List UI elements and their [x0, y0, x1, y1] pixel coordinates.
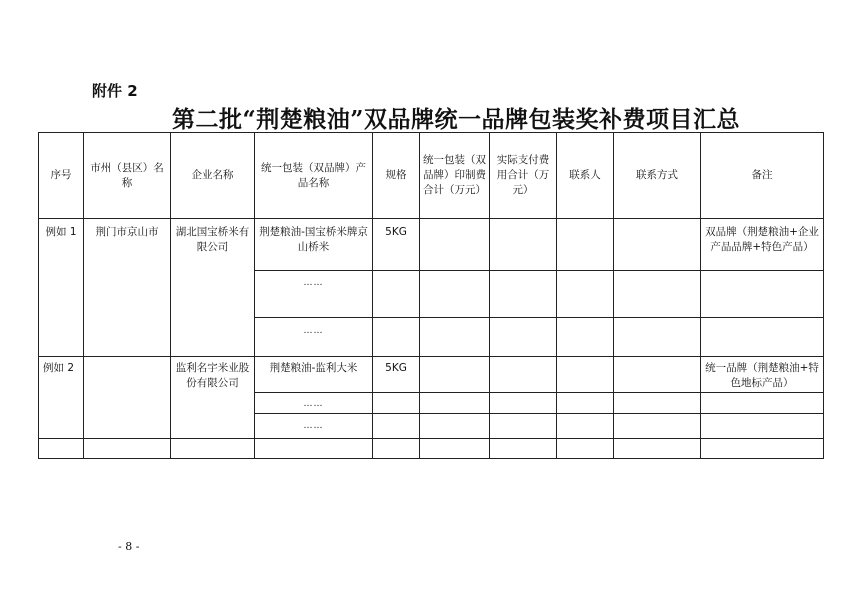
summary-table-container — [38, 132, 823, 459]
cell-empty — [490, 439, 557, 459]
cell-contact-info — [614, 414, 701, 439]
cell-actual-cost — [490, 393, 557, 414]
cell-spec: 5KG — [373, 357, 420, 393]
cell-company: 监利名宇米业股份有限公司 — [171, 357, 255, 439]
cell-contact — [557, 219, 614, 271]
cell-remark — [701, 271, 824, 318]
header-remark: 备注 — [701, 133, 824, 219]
cell-product: …… — [255, 393, 373, 414]
header-region: 市州（县区）名称 — [84, 133, 171, 219]
attachment-label: 附件 2 — [92, 82, 138, 100]
cell-seq: 例如 1 — [39, 219, 84, 357]
cell-empty — [255, 439, 373, 459]
cell-print-cost — [420, 357, 490, 393]
header-product: 统一包装（双品牌）产品名称 — [255, 133, 373, 219]
cell-seq: 例如 2 — [39, 357, 84, 439]
page-number: - 8 - — [118, 540, 140, 553]
header-print-cost: 统一包装（双品牌）印制费合计（万元） — [420, 133, 490, 219]
header-contact: 联系人 — [557, 133, 614, 219]
cell-remark: 统一品牌（荆楚粮油+特色地标产品） — [701, 357, 824, 393]
cell-contact — [557, 414, 614, 439]
cell-empty — [84, 439, 171, 459]
cell-region: 荆门市京山市 — [84, 219, 171, 357]
cell-remark — [701, 318, 824, 357]
cell-empty — [171, 439, 255, 459]
table-row — [39, 219, 824, 271]
cell-empty — [614, 439, 701, 459]
cell-contact — [557, 357, 614, 393]
cell-contact — [557, 318, 614, 357]
cell-company: 湖北国宝桥米有限公司 — [171, 219, 255, 357]
document-title: 第二批“荆楚粮油”双品牌统一品牌包装奖补费项目汇总 — [172, 106, 740, 133]
cell-contact-info — [614, 357, 701, 393]
cell-empty — [557, 439, 614, 459]
cell-spec — [373, 414, 420, 439]
cell-contact-info — [614, 393, 701, 414]
cell-contact-info — [614, 219, 701, 271]
cell-remark — [701, 414, 824, 439]
cell-print-cost — [420, 271, 490, 318]
cell-remark — [701, 393, 824, 414]
cell-empty — [373, 439, 420, 459]
header-contact-info: 联系方式 — [614, 133, 701, 219]
cell-remark: 双品牌（荆楚粮油+企业产品品牌+特色产品） — [701, 219, 824, 271]
summary-table — [38, 132, 824, 459]
header-actual-cost: 实际支付费用合计（万元） — [490, 133, 557, 219]
cell-print-cost — [420, 414, 490, 439]
cell-actual-cost — [490, 219, 557, 271]
cell-spec: 5KG — [373, 219, 420, 271]
table-row-empty — [39, 439, 824, 459]
cell-product: 荆楚粮油-监利大米 — [255, 357, 373, 393]
cell-contact — [557, 393, 614, 414]
cell-product: 荆楚粮油-国宝桥米牌京山桥米 — [255, 219, 373, 271]
header-seq: 序号 — [39, 133, 84, 219]
table-header-row — [39, 133, 824, 219]
cell-actual-cost — [490, 414, 557, 439]
cell-product: …… — [255, 318, 373, 357]
cell-product: …… — [255, 271, 373, 318]
cell-region — [84, 357, 171, 439]
header-company: 企业名称 — [171, 133, 255, 219]
cell-empty — [420, 439, 490, 459]
cell-print-cost — [420, 318, 490, 357]
cell-spec — [373, 393, 420, 414]
table-row — [39, 357, 824, 393]
cell-actual-cost — [490, 357, 557, 393]
cell-actual-cost — [490, 271, 557, 318]
cell-empty — [701, 439, 824, 459]
cell-contact-info — [614, 318, 701, 357]
cell-empty — [39, 439, 84, 459]
cell-spec — [373, 318, 420, 357]
cell-actual-cost — [490, 318, 557, 357]
cell-contact-info — [614, 271, 701, 318]
header-spec: 规格 — [373, 133, 420, 219]
cell-print-cost — [420, 219, 490, 271]
cell-print-cost — [420, 393, 490, 414]
cell-product: …… — [255, 414, 373, 439]
cell-spec — [373, 271, 420, 318]
cell-contact — [557, 271, 614, 318]
